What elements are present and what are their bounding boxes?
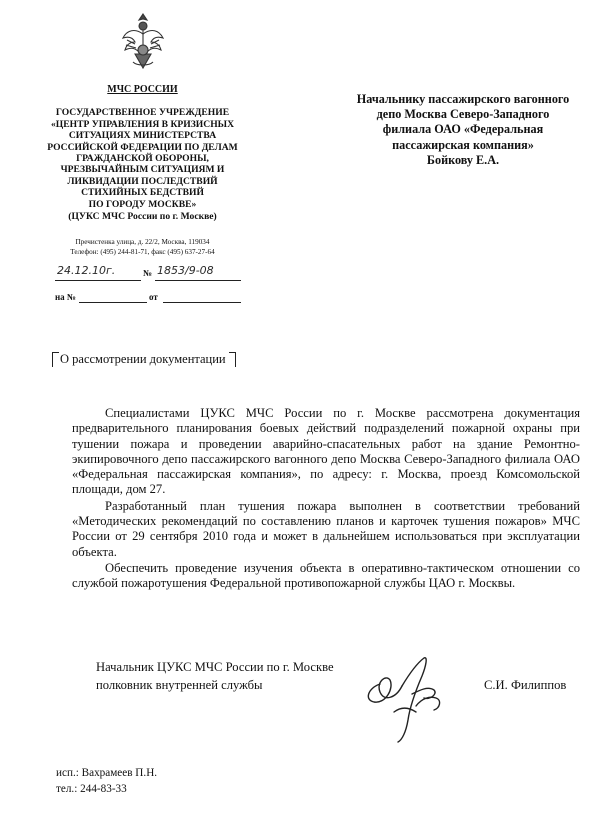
signatory-name: С.И. Филиппов	[484, 678, 567, 692]
ref-from-label: от	[149, 292, 158, 302]
reg-date: 24.12.10г.	[57, 264, 116, 277]
signatory-title-line1: Начальник ЦУКС МЧС России по г. Москве	[96, 660, 334, 674]
org-line: «ЦЕНТР УПРАВЛЕНИЯ В КРИЗИСНЫХ	[50, 118, 235, 130]
subject-text: О рассмотрении документации	[60, 352, 226, 366]
executor-phone: тел.: 244-83-33	[56, 783, 127, 795]
org-line: ГРАЖДАНСКОЙ ОБОРОНЫ,	[76, 153, 209, 165]
signatory-title	[96, 658, 334, 694]
reference-number-row	[55, 292, 245, 304]
emblem-icon	[119, 10, 167, 72]
signatory-title-line2: полковник внутренней службы	[96, 678, 263, 692]
reg-number-line	[155, 280, 241, 281]
org-address: Пречистенка улица, д. 22/2, Москва, 119034	[75, 238, 210, 247]
handwritten-signature	[350, 636, 460, 746]
executor-name: исп.: Вахрамеев П.Н.	[56, 767, 158, 779]
body-paragraph: Специалистами ЦУКС МЧС России по г. Москве рассмотрена документация предварительного планирования боевых действий подразделений пожарной охраны при тушении пожара и проведении аварийно-спасательных работ на здание Ремонтно-экипировочного депо пассажирского вагонного депо Москва Северо-Западного филиала ОАО «Федеральная пассажирская компания», по адресу: г. Москва, проезд Комсомольской площади, дом 27.	[72, 406, 580, 497]
org-line: СТИХИЙНЫХ БЕДСТВИЙ	[81, 187, 204, 199]
org-line: ЧРЕЗВЫЧАЙНЫМ СИТУАЦИЯМ И	[60, 164, 225, 176]
ref-number-line	[79, 302, 147, 303]
recipient-line: пассажирская компания»	[392, 137, 534, 152]
recipient-line: Начальнику пассажирского вагонного	[356, 92, 570, 106]
org-short-name: (ЦУКС МЧС России по г. Москве)	[68, 211, 217, 223]
recipient-line: филиала ОАО «Федеральная	[382, 122, 544, 137]
reg-date-line	[55, 280, 141, 281]
subject-line	[55, 352, 226, 367]
body-paragraph: Обеспечить проведение изучения объекта в оперативно-тактическом отношении со службой пожаротушения Федеральной противопожарной службы ЦАО г. Москвы.	[72, 560, 580, 591]
org-line: СИТУАЦИЯХ МИНИСТЕРСТВА	[68, 130, 217, 142]
ref-label: на №	[55, 292, 76, 302]
org-line: ПО ГОРОДУ МОСКВЕ»	[88, 198, 197, 210]
org-phone: Телефон: (495) 244-81-71, факс (495) 637-27-64	[70, 247, 215, 256]
executor-info	[56, 765, 157, 797]
org-line: ЛИКВИДАЦИИ ПОСЛЕДСТВИЙ	[67, 175, 218, 187]
subject-bracket-right	[229, 352, 236, 367]
recipient-block	[330, 92, 596, 168]
org-line: ГОСУДАРСТВЕННОЕ УЧРЕЖДЕНИЕ	[55, 107, 230, 119]
body-paragraph: Разработанный план тушения пожара выполнен в соответствии требований «Методических рекомендаций по составлению планов и карточек тушения пожаров» МЧС России от 29 сентября 2010 года и может в дальнейшем использоваться при эксплуатации объекта.	[72, 498, 580, 559]
reg-number: 1853/9-08	[157, 264, 214, 277]
ministry-name: МЧС РОССИИ	[107, 84, 178, 95]
org-line: РОССИЙСКОЙ ФЕДЕРАЦИИ ПО ДЕЛАМ	[47, 141, 238, 153]
letter-body	[72, 406, 580, 592]
recipient-line: Бойкову Е.А.	[426, 152, 500, 167]
sender-organization-block	[40, 84, 245, 257]
recipient-line: депо Москва Северо-Западного	[376, 107, 550, 122]
ref-date-line	[163, 302, 241, 303]
subject-bracket-left	[52, 352, 59, 367]
registration-date-number	[55, 264, 245, 282]
reg-no-label: №	[143, 268, 153, 278]
